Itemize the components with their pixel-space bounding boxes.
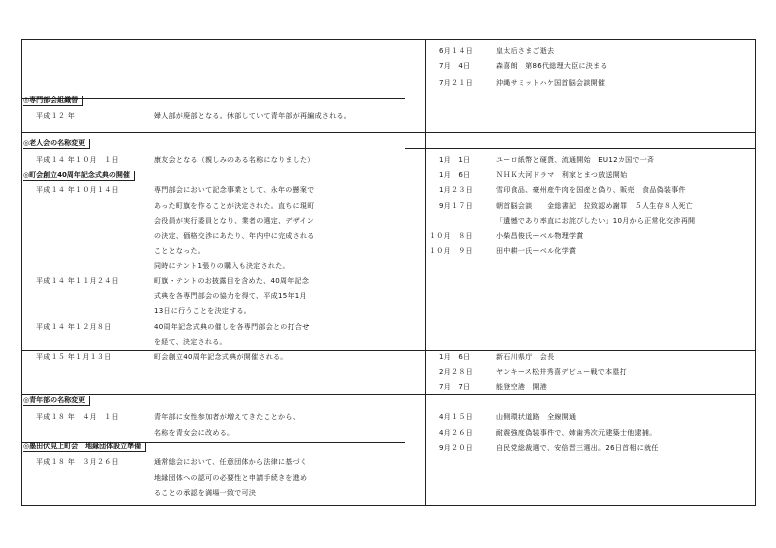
section-heading-community-association: ◎墨田伏見上町会 地縁団体設立準備 (23, 442, 146, 452)
row-divider (22, 132, 755, 133)
event-text: 小柴昌俊氏ーベル物理学賞 (496, 232, 584, 240)
entry-text: 康友会となる（親しみのある名称になりました） (154, 156, 315, 164)
entry-text-line: 会役員が実行委員となり、業者の選定、デザイン (154, 217, 315, 225)
event-text: ＮＨＫ大河ドラマ 利家とまつ放送開始 (496, 171, 628, 179)
event-text: ユーロ紙幣と硬貨、流通開始 EU12カ国で一斉 (496, 156, 655, 164)
event-date: 1月 6日 (439, 353, 471, 361)
section-heading-seniors-rename: ◎老人会の名称変更 (23, 139, 90, 149)
entry-date: 平成１４ 年１２月８日 (36, 323, 112, 331)
event-date: 1月 6日 (439, 171, 471, 179)
event-text: 皇太后さまご逝去 (496, 47, 555, 55)
row-divider (405, 148, 755, 149)
chronology-table (21, 39, 756, 506)
event-text: ヤンキース松井秀喜デビュー戦で本塁打 (496, 368, 627, 376)
entry-text-line: の決定、価格交渉にあたり、年内中に完成される (154, 232, 315, 240)
entry-text-line: 13日に行うことを決定する。 (154, 307, 252, 315)
entry-date: 平成１４ 年１０月１４日 (36, 186, 119, 194)
entry-text-line: 町旗・テントのお披露目を含めた、40周年記念 (154, 277, 310, 285)
entry-text: 婦人部が廃部となる。休部していて青年部が再編成される。 (154, 112, 352, 120)
event-date: 9月２０日 (439, 444, 473, 452)
event-date: 6月１４日 (439, 47, 473, 55)
entry-text-line: あった町旗を作ることが決定された。直ちに現町 (154, 202, 315, 210)
section-heading-youth-rename: ◎青年部の名称変更 (23, 396, 90, 406)
entry-text-line: 専門部会において記念事業として、永年の懸案で (154, 186, 315, 194)
event-date: １０月 ８日 (429, 232, 473, 240)
entry-text: 町会創立40周年記念式典が開催される。 (154, 353, 288, 361)
event-date: 1月 1日 (439, 156, 471, 164)
event-date: 1月２３日 (439, 186, 473, 194)
entry-text-line: 名称を青女会に改める。 (154, 429, 235, 437)
event-text: 自民党総裁選で、安倍晋三選出。26日首相に就任 (496, 444, 659, 452)
event-text: 雪印食品、豪州産牛肉を国産と偽り、販売 食品偽装事件 (496, 186, 686, 194)
entry-text-line: 通常総会において、任意団体から法律に基づく (154, 458, 308, 466)
event-text: 沖縄サミットハケ国首脳会談開催 (496, 79, 606, 87)
entry-text-line: を経て、決定される。 (154, 338, 227, 346)
entry-text-line: 式典を各専門部会の協力を得て、平成15年1月 (154, 292, 307, 300)
entry-date: 平成１２ 年 (36, 112, 76, 120)
event-date: 4月１５日 (439, 413, 473, 421)
entry-date: 平成１８ 年 ３月２６日 (36, 458, 119, 466)
event-date: 4月２６日 (439, 429, 473, 437)
event-text: 新石川県庁 会長 (496, 353, 555, 361)
event-text: 山側環状道路 全線開通 (496, 413, 577, 421)
entry-text-line: 同時にテント1張りの購入も決定された。 (154, 262, 290, 270)
section-heading-org-change: ◎専門部会組織替 (23, 96, 83, 106)
entry-text-line: 青年部に女性参加者が増えてきたことから、 (154, 413, 300, 421)
entry-text-line: ることの承認を満場一致で可決 (154, 489, 257, 497)
event-date: １０月 ９日 (429, 247, 473, 255)
entry-date: 平成１４ 年１１月２４日 (36, 277, 119, 285)
entry-text-line: 地縁団体への認可の必要性と申請手続きを進め (154, 474, 308, 482)
event-text: 朝首脳会談 金総書記 拉致認め謝罪 ５人生存８人死亡 (496, 202, 694, 210)
event-text: 耐震強度偽装事件で、姉歯秀次元建築士他逮捕。 (496, 429, 657, 437)
entry-date: 平成１５ 年１月１３日 (36, 353, 112, 361)
event-date: 2月２８日 (439, 368, 473, 376)
event-date: 7月 7日 (439, 383, 471, 391)
event-date: 9月１７日 (439, 202, 473, 210)
event-text: 田中耕一氏ーベル化学賞 (496, 247, 577, 255)
row-divider (22, 350, 755, 351)
event-text: 「遺憾であり率直にお詫びしたい」10月から正常化交渉再開 (496, 217, 696, 225)
entry-date: 平成１８ 年 ４月 １日 (36, 413, 119, 421)
entry-text-line: こととなった。 (154, 247, 206, 255)
entry-text-line: 40周年記念式典の催しを各専門部会との打合せ (154, 323, 310, 331)
row-divider (22, 394, 755, 395)
entry-date: 平成１４ 年１０月 １日 (36, 156, 119, 164)
event-text: 能登空港 開港 (496, 383, 548, 391)
section-heading-40th-anniversary: ◎町会創立40周年記念式典の開催 (23, 171, 135, 181)
event-date: 7月 4日 (439, 62, 471, 70)
event-text: 森喜朗 第86代総理大臣に決まる (496, 62, 608, 70)
event-date: 7月２１日 (439, 79, 473, 87)
column-divider (425, 40, 426, 505)
